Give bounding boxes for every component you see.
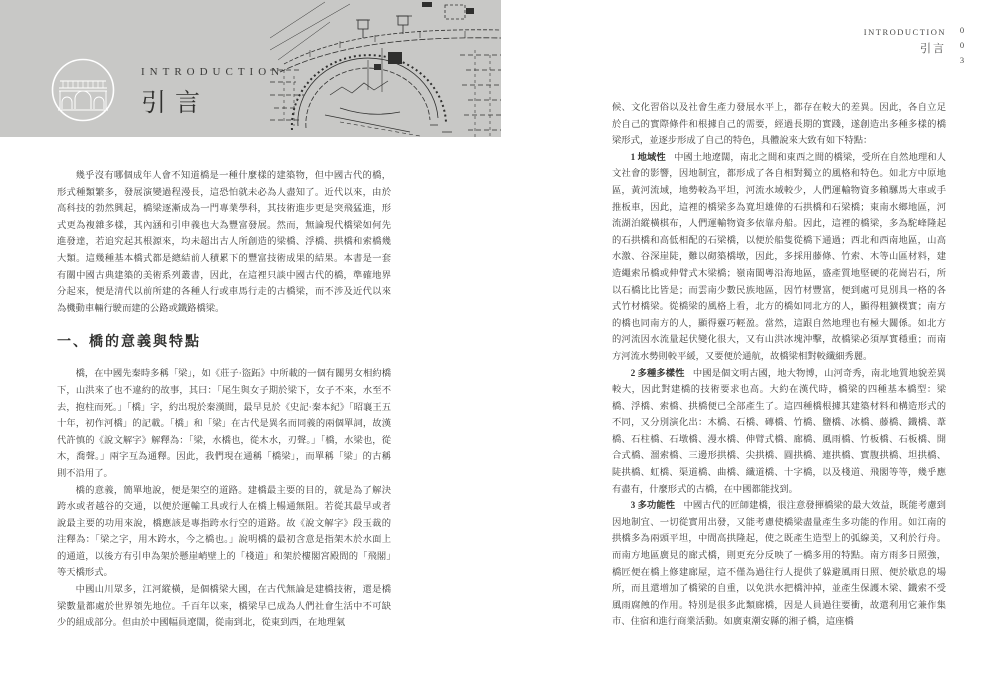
paragraph: 橋的意義，簡單地說，便是架空的道路。建橋最主要的目的，就是為了解決跨水或者越谷的交通，以便於運輸工具或行人在橋上暢通無阻。若從其最早或者說最主要的功用來說，橋應該是專指跨水行空的道路。故《說文解字》段玉裁的注釋為：「梁之字，用木跨水，今之橋也。」說明橋的最初含意是指架木於水面上的通道，以後方有引申為架於懸崖峭壁上的「棧道」和架於樓閣宮殿間的「飛閣」等天橋形式。 (57, 485, 391, 579)
point-text: 中國土地遼闊，南北之間和東西之間的橋梁，受所在自然地理和人文社會的影響，因地制宜，都形成了各自相對獨立的風格和特色。如北方中原地區，黃河流域，地勢較為平坦，河流水域較少，人們運輸物資多賴騾馬大車或手推板車，因此，這裡的橋梁多為寬坦雄偉的石拱橋和石梁橋；東南水鄉地區，河流湖泊縱橫棋布，人們運輸物資多依靠舟船。因此，這裡的橋梁，多為駝峰隆起的石拱橋和高低相配的石梁橋，以便於船隻從橋下通過；西北和西南地區，山高水激、谷深崖陡，難以砌築橋墩，因此，多採用藤條、竹索、木等山區材料，建造繩索吊橋或伸臂式木梁橋；嶺南閩粵沿海地區，盛產質地堅硬的花崗岩石，所以石橋比比皆是；而雲南少數民族地區，因竹材豐富，便到處可見別具一格的各式竹材橋梁。從橋梁的風格上看，北方的橋如同北方的人，顯得粗獷樸實；南方的橋也同南方的人，顯得靈巧輕盈。當然，這跟自然地理也有極大關係。如北方的河流因水流量起伏變化很大，又有山洪冰塊沖擊，故橋梁必須厚實穩重；而南方河流水勢則較平緩，又要便於通航，故橋梁相對較纖細秀麗。 (612, 152, 946, 362)
section-heading: 一、橋的意義與特點 (57, 335, 201, 351)
numbered-point (612, 366, 946, 499)
page-number: 003 (957, 25, 967, 70)
numbered-point (612, 150, 946, 366)
point-text: 中國是個文明古國，地大物博，山河奇秀，南北地質地貌差異較大，因此對建橋的技術要求也高。大約在漢代時，橋梁的四種基本橋型：梁橋、浮橋、索橋、拱橋便已全部產生了。這四種橋根據其建築材料和構造形式的不同，又分別演化出：木橋、石橋、磚橋、竹橋、鹽橋、冰橋、藤橋、鐵橋、葦橋、石柱橋、石墩橋、漫水橋、伸臂式橋、廊橋、風雨橋、竹板橋、石板橋、開合式橋、溜索橋、三邊形拱橋、尖拱橋、圓拱橋、連拱橋、實腹拱橋、坦拱橋、陡拱橋、虹橋、渠道橋、曲橋、纖道橋、十字橋，以及棧道、飛閣等等，幾乎應有盡有，什麼形式的古橋，在中國都能找到。 (612, 368, 946, 495)
running-head-zh: 引言 (920, 43, 946, 55)
stone-bridge-sketch-illustration (270, 0, 501, 137)
paragraph: 橋，在中國先秦時多稱「梁」，如《莊子·盜跖》中所載的一個有關男女相約橋下，山洪來了也不違約的故事，其曰：「尾生與女子期於梁下，女子不來，水至不去，抱柱而死。」「橋」字，約出現於秦漢間，最早見於《史記·秦本紀》「昭襄王五十年，初作河橋」的記載。「橋」和「梁」在古代是異名而同義的兩個單詞，故漢代許慎的《說文解字》解釋為：「梁，水橋也，從木水，刃聲。」「橋，水梁也，從木，喬聲。」兩字互為通釋。因此，我們現在通稱「橋梁」，而單稱「梁」的古稱則不沿用了。 (57, 369, 391, 479)
point-label: 1 地域性 (630, 152, 666, 163)
bridge-logo-icon (50, 57, 116, 123)
numbered-point (612, 498, 946, 631)
right-page-text-column (612, 100, 946, 631)
point-label: 3 多功能性 (630, 501, 676, 512)
paragraph: 中國山川眾多，江河縱橫，是個橋梁大國，在古代無論是建橋技術，還是橋梁數量都處於世界領先地位。千百年以來，橋梁早已成為人們社會生活中不可缺少的組成部分。但由於中國幅員遼闊，從南到北，從東到西，在地理氣 (57, 585, 391, 629)
chapter-title-block (141, 66, 284, 119)
chapter-title: 引言 (141, 90, 210, 117)
point-text: 中國古代的匠師建橋，很注意發揮橋梁的最大效益，既能考慮到因地制宜、一切從實用出發，又能考慮使橋梁盡量產生多功能的作用。如江南的拱橋多為兩頭平坦，中間高拱隆起，使之既產生造型上的弧線美，又利於行舟。而南方地區廣見的廊式橋，則更充分反映了一橋多用的特點。南方雨多日照強，橋匠便在橋上修建廊屋，這不僅為過往行人提供了躲避風雨日照、便於歇息的場所，而且還增加了橋梁的自重，以免洪水把橋沖掉，並產生保護木梁、鐵索不受風雨腐蝕的作用。特別是很多此類廊橋，因是人員過往要衝，故還利用它兼作集市、住宿和進行商業活動。如廣東潮安縣的湘子橋，這座橋 (612, 501, 946, 628)
point-label: 2 多種多樣性 (630, 368, 685, 379)
chapter-eyebrow: INTRODUCTION (141, 66, 285, 78)
paragraph-continuation: 候、文化習俗以及社會生產力發展水平上，都存在較大的差異。因此，各自立足於自己的實際條件和根據自己的需要，經過長期的實踐，遂創造出多種多樣的橋梁形式，並逐步形成了自己的特色，具體說來大致有如下特點： (612, 103, 946, 147)
running-head (864, 27, 946, 56)
running-head-en: INTRODUCTION (863, 27, 946, 37)
left-page-text-column (57, 168, 391, 632)
paragraph: 幾乎沒有哪個成年人會不知道橋是一種什麼樣的建築物，但中國古代的橋，形式種類繁多，發展演變過程漫長，這恐怕就未必為人盡知了。近代以來，由於高科技的勃然興起，橋梁逐漸成為一門專業學科，其技術進步更是突飛猛進，形式更為複雜多樣，其內涵和引申義也大為豐富發展。然而，無論現代橋梁如何先進發達，若追究起其根源來，均未超出古人所創造的梁橋、浮橋、拱橋和索橋幾大類。這幾種基本橋式都是總結前人積累下的豐富技術成果的結果。本書是一套有關中國古典建築的美術系列叢書，因此，在這裡只談中國古代的橋，準確地界分起來，便是清代以前所建的各種人行或車馬行走的古橋梁，而不涉及近代以來為機動車輛行駛而建的公路或鐵路橋梁。 (57, 171, 391, 314)
